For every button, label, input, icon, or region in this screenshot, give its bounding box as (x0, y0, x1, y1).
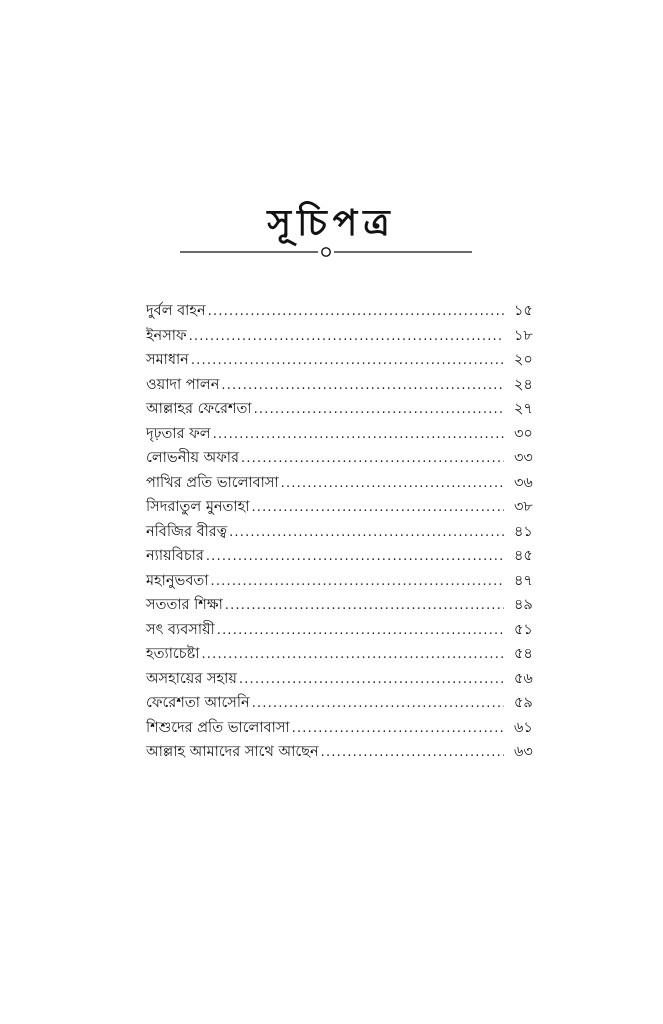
toc-entry-page-number: ২৭ (514, 401, 533, 417)
toc-entry-title: ফেরেশতা আসেনি (146, 695, 250, 711)
toc-entry-title: ওয়াদা পালন (146, 376, 220, 393)
toc-entry[interactable] (146, 300, 544, 325)
toc-dot-leader (211, 574, 505, 589)
toc-entry-title: অসহায়ের সহায় (146, 670, 237, 687)
toc-entry-title: লোভনীয় অফার (146, 450, 239, 466)
toc-entry[interactable] (146, 447, 544, 472)
title-divider-ornament (180, 244, 472, 260)
toc-entry-page-number: ৩৬ (514, 474, 533, 491)
toc-entry-page-number: ৬৩ (514, 744, 533, 760)
toc-dot-leader (221, 378, 504, 393)
toc-dot-leader (213, 427, 504, 442)
toc-entry-title: ন্যায়বিচার (146, 548, 204, 564)
toc-entry-page-number: ৪৯ (514, 597, 533, 613)
toc-entry-page-number: ৩৩ (514, 450, 533, 466)
toc-dot-leader (225, 598, 504, 613)
toc-entry-title: সিদরাতুল মুনতাহা (146, 499, 250, 515)
toc-dot-leader (206, 549, 504, 564)
toc-entry-title: হত্যাচেষ্টা (146, 646, 200, 662)
toc-entry-page-number: ৫১ (514, 621, 533, 638)
toc-entry-page-number: ৪৫ (514, 548, 533, 564)
toc-entry-title: মহানুভবতা (146, 572, 209, 589)
toc-entry[interactable] (146, 325, 544, 350)
toc-entry-title: সমাধান (146, 352, 189, 368)
toc-dot-leader (321, 745, 504, 760)
toc-entry[interactable] (146, 594, 544, 619)
divider-circle-icon (322, 248, 330, 256)
toc-entry-page-number: ২০ (514, 352, 533, 368)
toc-entry[interactable] (146, 692, 544, 717)
toc-dot-leader (191, 353, 504, 368)
toc-entry[interactable] (146, 717, 544, 742)
toc-entry[interactable] (146, 472, 544, 497)
toc-entry-page-number: ৩০ (514, 425, 533, 442)
toc-dot-leader (241, 451, 504, 466)
toc-dot-leader (239, 672, 504, 687)
toc-dot-leader (292, 721, 504, 736)
toc-dot-leader (254, 402, 504, 417)
toc-dot-leader (208, 304, 504, 319)
toc-dot-leader (189, 329, 504, 344)
toc-dot-leader (217, 623, 504, 638)
toc-entry[interactable] (146, 668, 544, 693)
toc-entry[interactable] (146, 521, 544, 546)
toc-entry[interactable] (146, 643, 544, 668)
toc-entry-title: ইনসাফ (146, 327, 187, 344)
toc-entry-page-number: ৫৬ (514, 670, 533, 687)
toc-entry-page-number: ১৫ (514, 303, 533, 319)
toc-entry-title: সততার শিক্ষা (146, 597, 223, 613)
toc-entry[interactable] (146, 741, 544, 766)
toc-entry-title: পাখির প্রতি ভালোবাসা (146, 474, 279, 491)
toc-dot-leader (281, 476, 504, 491)
toc-entry[interactable] (146, 423, 544, 448)
toc-dot-leader (251, 500, 504, 515)
toc-entry[interactable] (146, 545, 544, 570)
toc-entry-title: আল্লাহর ফেরেশতা (146, 401, 252, 417)
page-title: সূচিপত্র (267, 203, 396, 244)
toc-entry[interactable] (146, 496, 544, 521)
toc-entry-page-number: ৪১ (514, 523, 533, 540)
toc-dot-leader (229, 525, 504, 540)
toc-entry[interactable] (146, 619, 544, 644)
toc-dot-leader (201, 647, 504, 662)
toc-entry[interactable] (146, 570, 544, 595)
toc-entry-page-number: ৬১ (514, 719, 533, 736)
toc-entry-page-number: ২৪ (514, 376, 533, 393)
toc-entry[interactable] (146, 349, 544, 374)
toc-entry-page-number: ৪৭ (514, 572, 533, 589)
toc-entry-title: শিশুদের প্রতি ভালোবাসা (146, 719, 290, 736)
toc-entry-page-number: ৫৯ (514, 695, 533, 711)
toc-entry-title: দুর্বল বাহন (146, 303, 206, 319)
toc-entry-page-number: ৫৪ (514, 646, 533, 662)
toc-dot-leader (252, 696, 504, 711)
toc-entry-page-number: ১৮ (514, 327, 533, 344)
toc-entry-title: সৎ ব্যবসায়ী (146, 621, 215, 638)
toc-entry-title: আল্লাহ আমাদের সাথে আছেন (146, 744, 319, 760)
toc-entry[interactable] (146, 374, 544, 399)
toc-entry-page-number: ৩৮ (514, 499, 533, 515)
toc-entry-title: নবিজির বীরত্ব (146, 523, 228, 540)
table-of-contents (146, 300, 544, 766)
toc-entry[interactable] (146, 398, 544, 423)
toc-entry-title: দৃঢ়তার ফল (146, 425, 211, 442)
